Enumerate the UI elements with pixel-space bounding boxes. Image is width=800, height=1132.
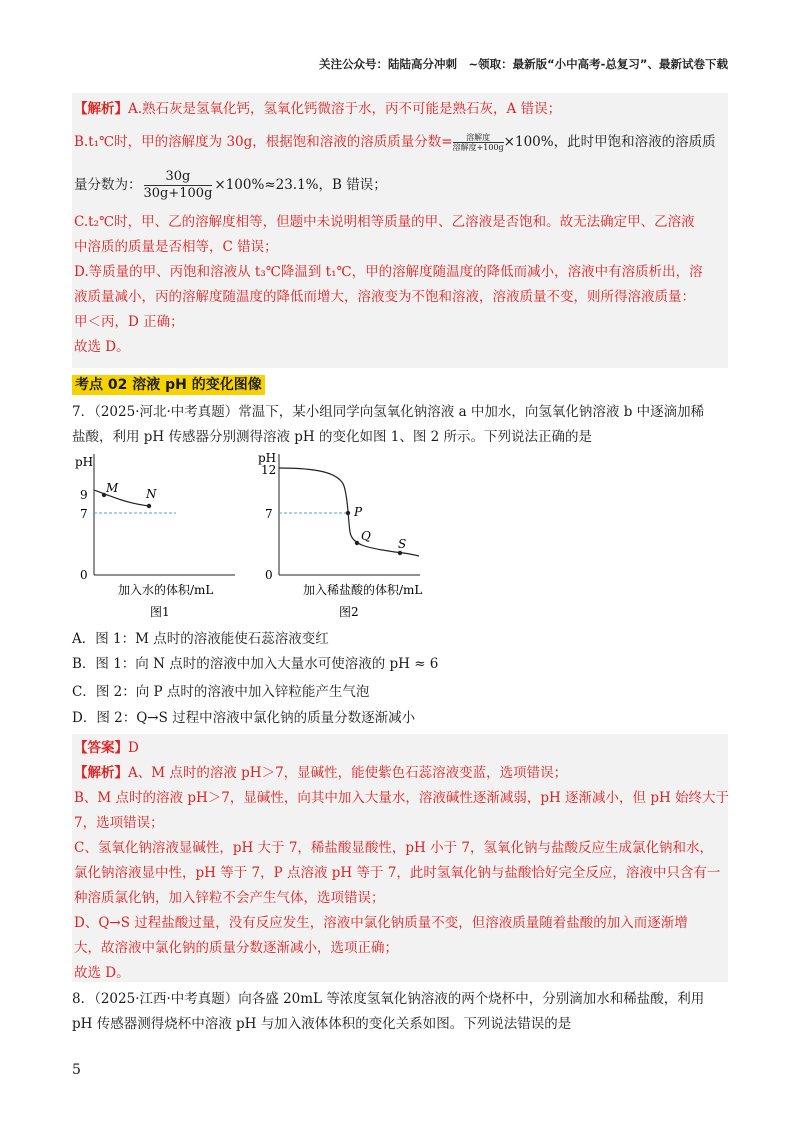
kaodian-heading: 考点 02 溶液 pH 的变化图像 (72, 375, 265, 395)
fig2-xlabel: 加入稀盐酸的体积/mL (303, 583, 423, 597)
analysis-d3: 甲＜丙，D 正确； (74, 314, 184, 330)
analysis2-b1: B、M 点时的溶液 pH＞7，显碱性，向其中加入大量水，溶液碱性逐渐减弱，pH 逐渐减小，但 pH 始终大于 (74, 790, 730, 806)
option-a: A．图 1：M 点时的溶液能使石蕊溶液变红 (72, 631, 329, 647)
fig1-point-n (147, 504, 151, 508)
analysis-a: A.熟石灰是氢氧化钙，氢氧化钙微溶于水，丙不可能是熟石灰，A 错误； (128, 101, 562, 117)
analysis2-d1: D、Q→S 过程盐酸过量，没有反应发生，溶液中氯化钠质量不变，但溶液质量随着盐酸的加入而逐渐增 (74, 915, 688, 931)
fig2-ylabel: pH (258, 451, 277, 465)
page-number: 5 (72, 1062, 81, 1078)
analysis2-choice: 故选 D。 (74, 965, 130, 981)
fig1-xlabel: 加入水的体积/mL (118, 583, 214, 597)
question-7-line-1: 7．（2025·河北·中考真题）常温下，某小组同学向氢氧化钠溶液 a 中加水，向氢氧化钠溶液 b 中逐滴加稀 (72, 404, 705, 420)
fig1-tick-9: 9 (80, 488, 88, 502)
analysis-tag-2: 【解析】 (74, 765, 128, 781)
fig1-tick-0: 0 (80, 568, 88, 582)
analysis-c1: C.t₂℃时，甲、乙的溶解度相等，但题中未说明相等质量的甲、乙溶液是否饱和。故无法确定甲、乙溶液 (74, 214, 695, 230)
fig1-caption: 图1 (150, 605, 170, 619)
answer-value: D (128, 740, 139, 756)
value-fraction: $\frac{30g}{30g+100g}$ (143, 169, 213, 201)
analysis2-c2: 氯化钠溶液显中性，pH 等于 7，P 点溶液 pH 等于 7，此时氢氧化钠与盐酸恰好完全反应，溶液中只含有一 (74, 865, 721, 881)
figure-2 (255, 448, 465, 626)
analysis2-a: A、M 点时的溶液 pH＞7，显碱性，能使紫色石蕊溶液变蓝，选项错误； (128, 765, 568, 781)
fig1-ylabel: pH (75, 455, 94, 469)
analysis-d2: 液质量减小，丙的溶解度随温度的降低而增大，溶液变为不饱和溶液，溶液质量不变，则所得溶液质量： (74, 289, 695, 305)
analysis-b2-pre: 量分数为： (74, 177, 142, 193)
question-7-line-2: 盐酸，利用 pH 传感器分别测得溶液 pH 的变化如图 1、图 2 所示。下列说法正确的是 (72, 429, 593, 445)
option-c: C．图 2：向 P 点时的溶液中加入锌粒能产生气泡 (72, 684, 370, 700)
analysis-block-2 (72, 734, 728, 982)
analysis-choice: 故选 D。 (74, 339, 130, 355)
option-b: B．图 1：向 N 点时的溶液中加入大量水可使溶液的 pH ≈ 6 (72, 656, 439, 672)
question-7 (72, 400, 728, 450)
analysis-b1-post: ×100%，此时甲饱和溶液的溶质质 (503, 134, 716, 150)
fig2-point-p (346, 511, 350, 515)
analysis-b1-pre: B.t₁℃时，甲的溶解度为 30g，根据饱和溶液的溶质质量分数= (74, 134, 453, 150)
figure-1 (70, 448, 270, 626)
fig2-label-q: Q (361, 529, 371, 543)
option-d: D．图 2：Q→S 过程中溶液中氯化钠的质量分数逐渐减小 (72, 710, 416, 726)
fig2-caption: 图2 (339, 605, 359, 619)
analysis-c2: 中溶质的质量是否相等，C 错误； (74, 239, 278, 255)
analysis-b2-post: ×100%≈23.1%，B 错误； (214, 177, 387, 193)
analysis-d1: D.等质量的甲、丙饱和溶液从 t₃℃降温到 t₁℃，甲的溶解度随温度的降低而减小，溶液中有溶质析出，溶 (74, 264, 703, 280)
question-8 (72, 987, 728, 1037)
page-header: 关注公众号：陆陆高分冲刺 ~领取：最新版“小中高考-总复习”、最新试卷下载 (318, 57, 728, 71)
analysis2-c3: 种溶质氯化钠，加入锌粒不会产生气体，选项错误； (74, 890, 385, 906)
fig2-point-q (355, 541, 359, 545)
fig1-label-n: N (146, 487, 157, 501)
analysis-block-1 (72, 93, 728, 368)
fig2-label-p: P (354, 505, 363, 519)
formula-fraction: $\frac{\text{溶解度}}{\text{溶解度+100g}}$ (452, 133, 504, 152)
question-8-line-2: pH 传感器测得烧杯中溶液 pH 与加入液体体积的变化关系如图。下列说法错误的是 (72, 1016, 572, 1032)
analysis-tag: 【解析】 (74, 101, 128, 117)
fig2-tick-0: 0 (265, 568, 273, 582)
analysis2-c1: C、氢氧化钠溶液显碱性，pH 大于 7，稀盐酸显酸性，pH 小于 7，氢氧化钠与盐酸反应生成氯化钠和水， (74, 840, 714, 856)
fig1-curve (94, 490, 150, 506)
answer-tag: 【答案】 (74, 740, 128, 756)
fig1-label-m: M (106, 481, 119, 495)
analysis2-d2: 大，故溶液中氯化钠的质量分数逐渐减小，选项正确； (74, 940, 398, 956)
fig2-tick-7: 7 (265, 507, 273, 521)
analysis2-b2: 7，选项错误； (74, 815, 164, 831)
fig1-tick-7: 7 (80, 507, 88, 521)
question-8-line-1: 8．（2025·江西·中考真题）向各盛 20mL 等浓度氢氧化钠溶液的两个烧杯中，分别滴加水和稀盐酸，利用 (72, 991, 705, 1007)
fig2-point-s (398, 551, 402, 555)
fig2-label-s: S (398, 537, 407, 551)
fig2-tick-12: 12 (261, 463, 277, 477)
